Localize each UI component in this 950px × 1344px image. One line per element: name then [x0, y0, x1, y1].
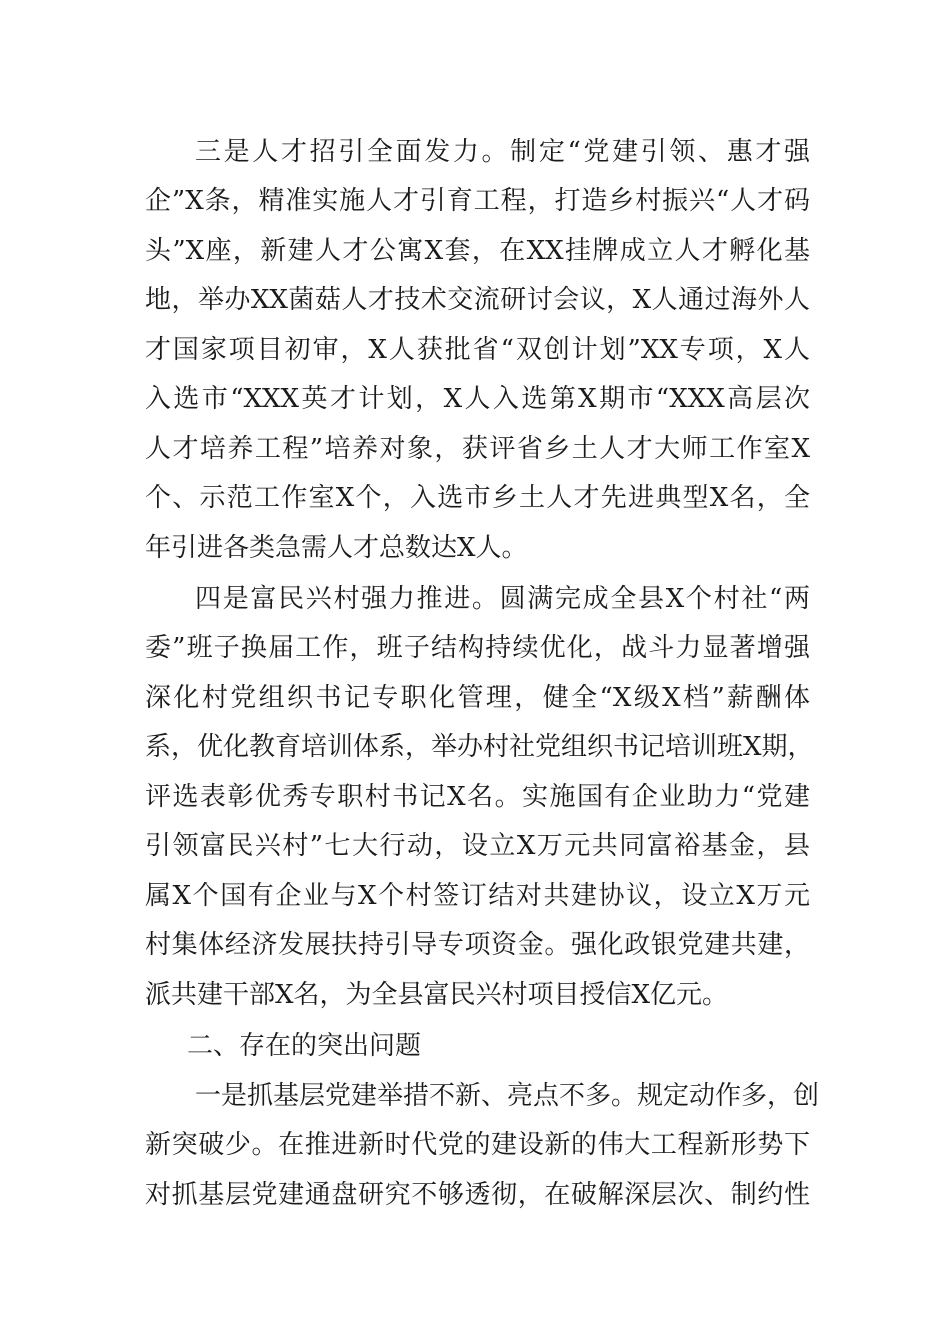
paragraph-line: 对抓基层党建通盘研究不够透彻，在破解深层次、制约性: [145, 1180, 810, 1210]
paragraph-line: 人才培养工程”培养对象，获评省乡土人才大师工作室X: [145, 434, 810, 464]
paragraph-line: 年引进各类急需人才总数达X人。: [145, 533, 528, 563]
paragraph-line: 深化村党组织书记专职化管理，健全“X级X档”薪酬体: [145, 683, 810, 713]
paragraph-line: 评选表彰优秀专职村书记X名。实施国有企业助力“党建: [145, 782, 810, 812]
paragraph-line: 头”X座，新建人才公寓X套，在XX挂牌成立人才孵化基: [145, 236, 810, 266]
paragraph-line: 入选市“XXX英才计划，X人入选第X期市“XXX高层次: [145, 384, 810, 414]
section-heading: 二、存在的突出问题: [187, 1031, 422, 1061]
paragraph-line: 属X个国有企业与X个村签订结对共建协议，设立X万元: [145, 881, 810, 911]
paragraph-line: 系，优化教育培训体系，举办村社党组织书记培训班X期，: [145, 732, 814, 762]
paragraph-line: 三是人才招引全面发力。制定“党建引领、惠才强: [195, 137, 810, 167]
paragraph-line: 企”X条，精准实施人才引育工程，打造乡村振兴“人才码: [145, 186, 810, 216]
paragraph-line: 引领富民兴村”七大行动，设立X万元共同富裕基金，县: [145, 831, 810, 861]
paragraph-line: 派共建干部X名，为全县富民兴村项目授信X亿元。: [145, 980, 729, 1010]
paragraph-line: 委”班子换届工作，班子结构持续优化，战斗力显著增强: [145, 633, 810, 663]
paragraph-line: 一是抓基层党建举措不新、亮点不多。规定动作多，创: [195, 1081, 820, 1111]
paragraph-line: 新突破少。在推进新时代党的建设新的伟大工程新形势下: [145, 1130, 810, 1160]
paragraph-line: 个、示范工作室X个，入选市乡土人才先进典型X名，全: [145, 483, 810, 513]
paragraph-line: 地，举办XX菌菇人才技术交流研讨会议，X人通过海外人: [145, 285, 810, 315]
paragraph-line: 村集体经济发展扶持引导专项资金。强化政银党建共建，: [145, 930, 810, 960]
paragraph-line: 四是富民兴村强力推进。圆满完成全县X个村社“两: [195, 584, 810, 614]
paragraph-line: 才国家项目初审，X人获批省“双创计划”XX专项，X人: [145, 335, 810, 365]
